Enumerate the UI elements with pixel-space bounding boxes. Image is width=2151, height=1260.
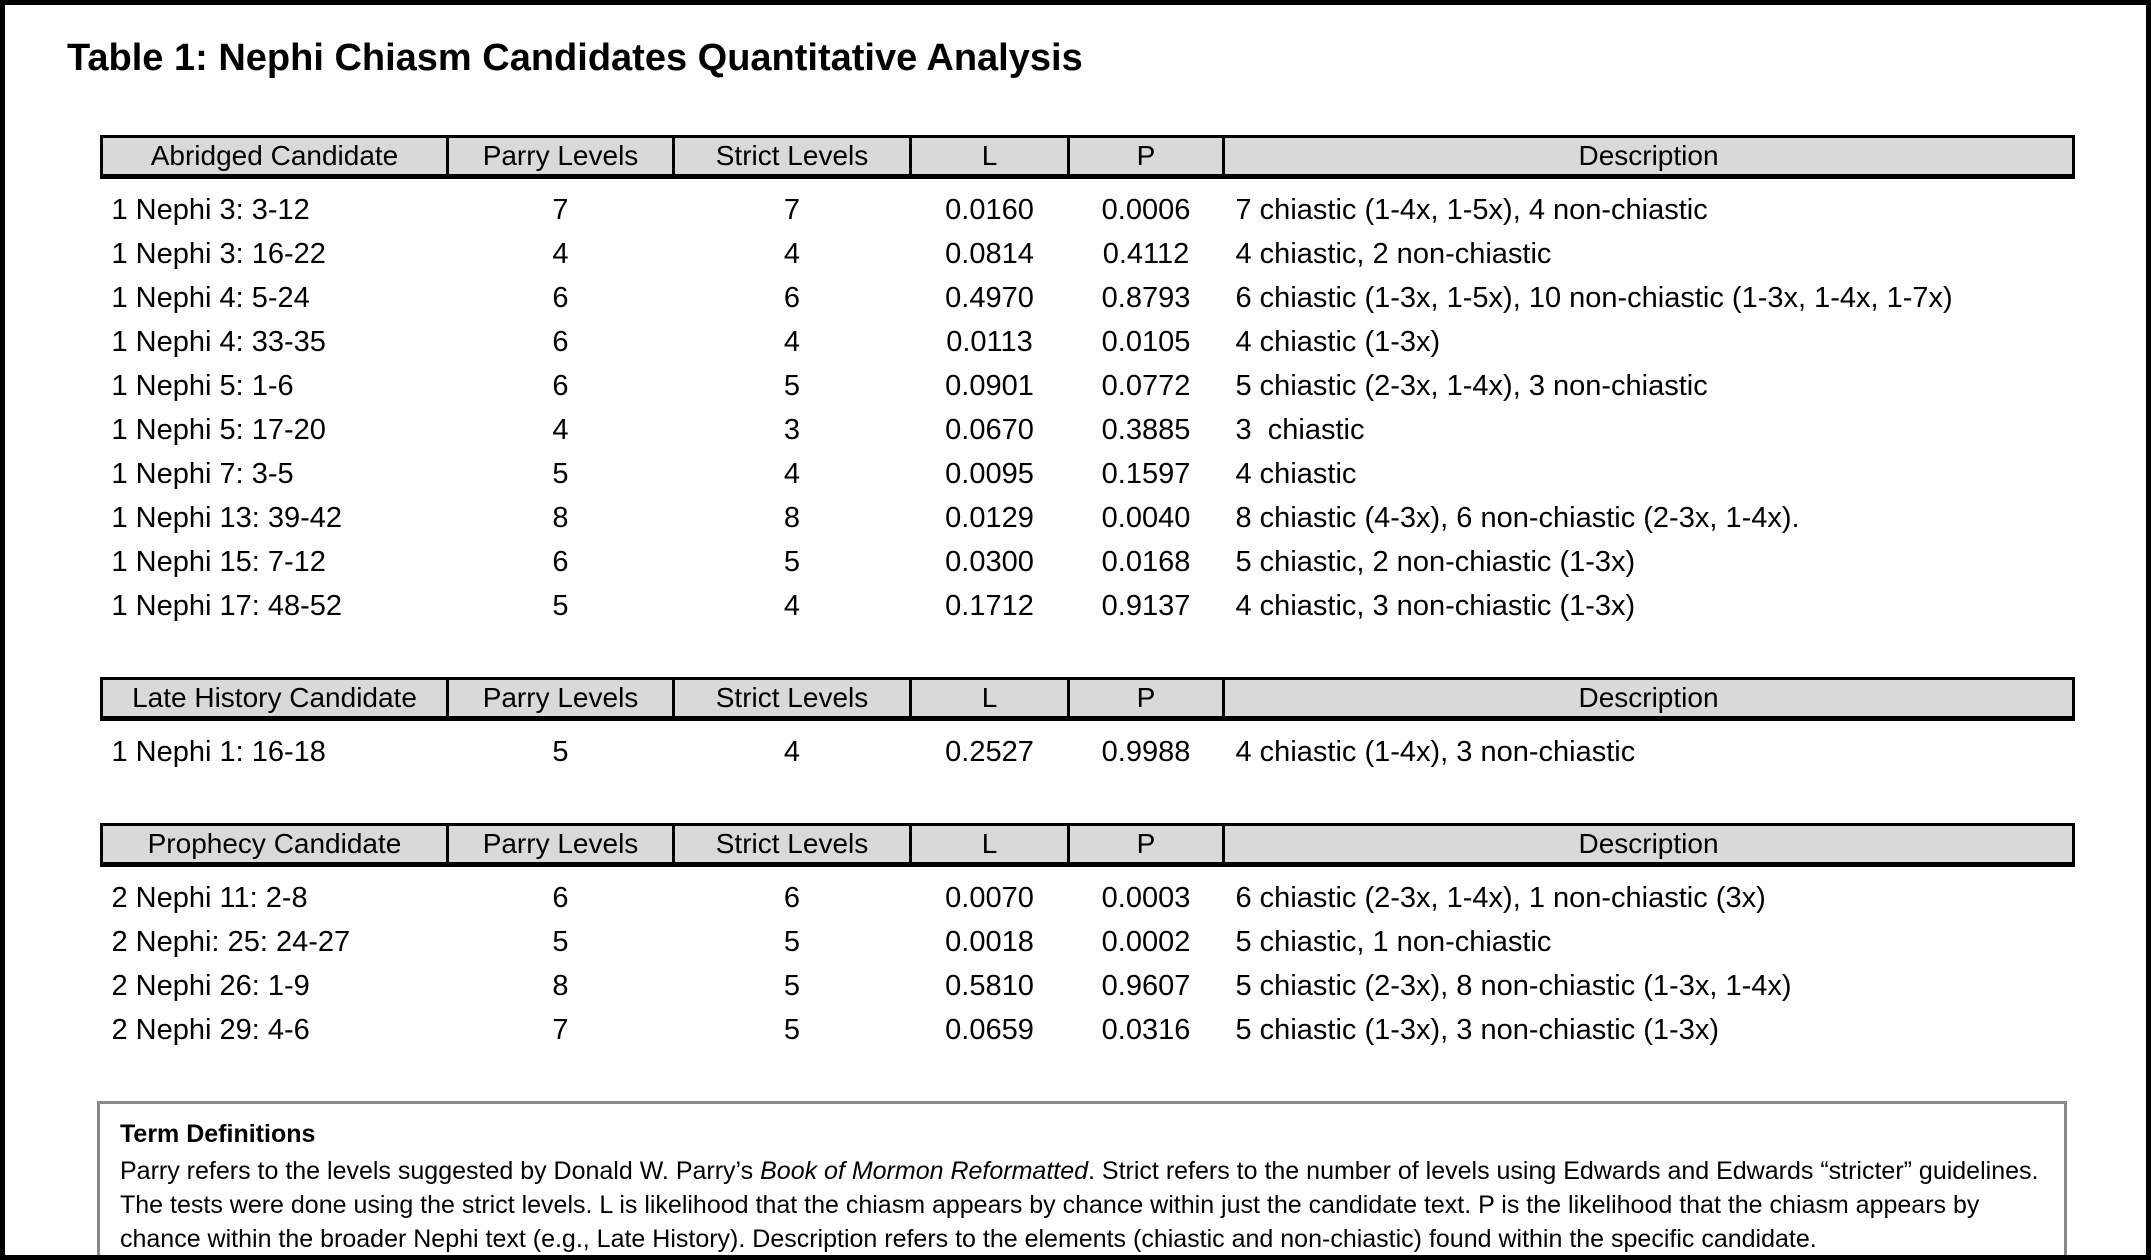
cell-strict-levels: 4 [783,735,801,768]
cell-candidate: 1 Nephi 15: 7-12 [111,545,326,578]
cell-l-value: 0.0659 [945,1013,1034,1046]
cell-strict-levels: 5 [783,969,801,1002]
cell-description: 5 chiastic (2-3x, 1-4x), 3 non-chiastic [1235,369,1708,402]
column-header-description: Description [1224,679,2074,719]
cell-strict-levels: 4 [783,589,801,622]
cell-candidate: 1 Nephi 5: 1-6 [111,369,294,402]
cell-p-value: 0.0003 [1101,881,1191,914]
cell-description: 7 chiastic (1-4x, 1-5x), 4 non-chiastic [1235,193,1708,226]
column-header-l: L [911,137,1069,177]
column-header-strict-levels: Strict Levels [674,679,911,719]
cell-candidate: 1 Nephi 13: 39-42 [111,501,343,534]
table-row [102,232,2074,276]
cell-strict-levels: 5 [783,545,801,578]
cell-l-value: 0.0129 [945,501,1034,534]
cell-strict-levels: 4 [783,325,801,358]
cell-l-value: 0.2527 [945,735,1034,768]
term-definitions-lead: Parry refers to the levels suggested by Donald W. Parry’s [120,1157,761,1185]
column-header-p: P [1069,825,1224,865]
cell-candidate: 2 Nephi 11: 2-8 [111,881,308,914]
cell-p-value: 0.4112 [1102,237,1190,270]
cell-candidate: 1 Nephi 1: 16-18 [111,735,326,768]
column-header-parry-levels: Parry Levels [448,679,674,719]
cell-l-value: 0.0670 [945,413,1034,446]
header-row [102,679,2074,719]
cell-l-value: 0.0160 [945,193,1034,226]
cell-description: 4 chiastic (1-4x), 3 non-chiastic [1235,735,1636,768]
column-header-description: Description [1224,137,2074,177]
cell-strict-levels: 3 [783,413,801,446]
candidates-table-late-history [100,677,2075,774]
cell-parry-levels: 8 [552,969,569,1002]
cell-candidate: 1 Nephi 3: 3-12 [111,193,310,226]
cell-p-value: 0.0105 [1101,325,1191,358]
cell-parry-levels: 6 [552,545,569,578]
table-row [102,177,2074,233]
cell-l-value: 0.4970 [945,281,1034,314]
term-definitions-box [97,1101,2067,1260]
table-row [102,452,2074,496]
cell-l-value: 0.0095 [945,457,1034,490]
cell-description: 5 chiastic (1-3x), 3 non-chiastic (1-3x) [1235,1013,1719,1046]
cell-parry-levels: 4 [552,237,569,270]
cell-candidate: 2 Nephi 26: 1-9 [111,969,310,1002]
cell-parry-levels: 5 [552,735,569,768]
cell-l-value: 0.5810 [945,969,1034,1002]
cell-candidate: 2 Nephi: 25: 24-27 [111,925,351,958]
term-definitions-tail: . Strict refers to the number of levels using Edwards and Edwards “stricter” guidelines. The tests were done using the strict levels. L is likelihood that the chiasm appears by chance within just the candidate text. P is the likelihood that the chiasm appears by chance within the broader Nephi text (e.g., Late History). Description refers to the elements (chiastic and non-chiastic) found within the specific candidate. [120,1157,2039,1253]
cell-p-value: 0.0040 [1101,501,1191,534]
header-row [102,825,2074,865]
cell-strict-levels: 8 [783,501,801,534]
cell-p-value: 0.0002 [1101,925,1191,958]
header-row [102,137,2074,177]
cell-p-value: 0.0168 [1101,545,1191,578]
cell-p-value: 0.9988 [1101,735,1191,768]
cell-l-value: 0.0018 [945,925,1034,958]
cell-l-value: 0.0814 [945,237,1034,270]
cell-l-value: 0.0300 [945,545,1034,578]
cell-candidate: 1 Nephi 7: 3-5 [111,457,294,490]
cell-description: 4 chiastic [1235,457,1357,490]
column-header-strict-levels: Strict Levels [674,137,911,177]
column-header-l: L [911,825,1069,865]
candidates-table-abridged [100,135,2075,628]
column-header-description: Description [1224,825,2074,865]
candidates-table-prophecy [100,823,2075,1052]
cell-description: 4 chiastic, 3 non-chiastic (1-3x) [1235,589,1636,622]
cell-description: 4 chiastic, 2 non-chiastic [1235,237,1552,270]
cell-parry-levels: 6 [552,369,569,402]
table-row [102,920,2074,964]
cell-l-value: 0.0113 [946,325,1033,358]
cell-p-value: 0.0772 [1101,369,1191,402]
column-header-strict-levels: Strict Levels [674,825,911,865]
cell-strict-levels: 7 [783,193,801,226]
table-row [102,964,2074,1008]
cell-strict-levels: 5 [783,925,801,958]
tables-host [100,135,2072,1052]
column-header-late-history-candidate: Late History Candidate [102,679,448,719]
cell-parry-levels: 6 [552,325,569,358]
cell-parry-levels: 5 [552,925,569,958]
cell-l-value: 0.1712 [945,589,1034,622]
cell-candidate: 2 Nephi 29: 4-6 [111,1013,310,1046]
column-header-p: P [1069,679,1224,719]
table-row [102,1008,2074,1052]
cell-parry-levels: 8 [552,501,569,534]
cell-p-value: 0.0006 [1101,193,1191,226]
cell-strict-levels: 5 [783,1013,801,1046]
table-row [102,364,2074,408]
table-row [102,719,2074,775]
cell-candidate: 1 Nephi 4: 5-24 [111,281,310,314]
cell-strict-levels: 4 [783,237,801,270]
column-header-parry-levels: Parry Levels [448,137,674,177]
cell-strict-levels: 5 [783,369,801,402]
term-definitions-italic: Book of Mormon Reformatted [760,1157,1089,1185]
cell-description: 5 chiastic, 1 non-chiastic [1235,925,1552,958]
table-row [102,408,2074,452]
column-header-abridged-candidate: Abridged Candidate [102,137,448,177]
cell-parry-levels: 4 [552,413,569,446]
cell-description: 8 chiastic (4-3x), 6 non-chiastic (2-3x, 1-4x). [1235,501,1800,534]
cell-parry-levels: 6 [552,281,569,314]
cell-description: 6 chiastic (1-3x, 1-5x), 10 non-chiastic (1-3x, 1-4x, 1-7x) [1235,281,1953,314]
table-row [102,320,2074,364]
cell-parry-levels: 7 [552,1013,569,1046]
table-row [102,496,2074,540]
cell-description: 6 chiastic (2-3x, 1-4x), 1 non-chiastic (3x) [1235,881,1766,914]
term-definitions-title: Term Definitions [120,1120,316,1148]
column-header-l: L [911,679,1069,719]
cell-strict-levels: 4 [783,457,801,490]
table-row [102,276,2074,320]
table-row [102,540,2074,584]
column-header-p: P [1069,137,1224,177]
table-row [102,584,2074,628]
cell-parry-levels: 6 [552,881,569,914]
cell-candidate: 1 Nephi 4: 33-35 [111,325,326,358]
table-row [102,865,2074,921]
cell-description: 3 chiastic [1235,413,1365,446]
column-header-prophecy-candidate: Prophecy Candidate [102,825,448,865]
cell-candidate: 1 Nephi 5: 17-20 [111,413,326,446]
cell-l-value: 0.0070 [945,881,1034,914]
cell-p-value: 0.3885 [1101,413,1191,446]
cell-p-value: 0.8793 [1101,281,1191,314]
cell-candidate: 1 Nephi 3: 16-22 [111,237,326,270]
cell-strict-levels: 6 [783,881,801,914]
cell-description: 4 chiastic (1-3x) [1235,325,1441,358]
cell-description: 5 chiastic, 2 non-chiastic (1-3x) [1235,545,1636,578]
cell-strict-levels: 6 [783,281,801,314]
page-title: Table 1: Nephi Chiasm Candidates Quantitative Analysis [67,37,1083,79]
cell-candidate: 1 Nephi 17: 48-52 [111,589,343,622]
cell-parry-levels: 5 [552,457,569,490]
cell-parry-levels: 5 [552,589,569,622]
cell-l-value: 0.0901 [945,369,1034,402]
column-header-parry-levels: Parry Levels [448,825,674,865]
cell-p-value: 0.0316 [1101,1013,1191,1046]
cell-p-value: 0.1597 [1101,457,1191,490]
term-definitions-text [120,1154,2044,1256]
cell-p-value: 0.9137 [1101,589,1191,622]
cell-description: 5 chiastic (2-3x), 8 non-chiastic (1-3x, 1-4x) [1235,969,1792,1002]
cell-parry-levels: 7 [552,193,569,226]
cell-p-value: 0.9607 [1101,969,1191,1002]
